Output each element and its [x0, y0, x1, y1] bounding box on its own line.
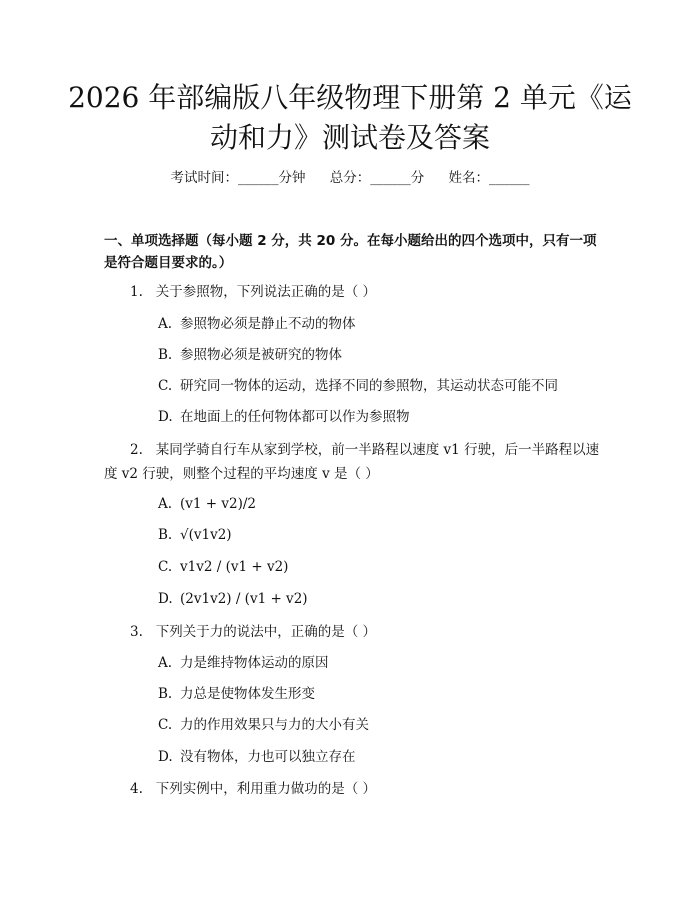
question-number: 2.	[130, 442, 143, 458]
option-2c: C. v1v2 / (v1 + v2)	[158, 559, 289, 575]
option-3b: B. 力总是使物体发生形变	[158, 686, 315, 702]
exam-score: 总分：______分	[329, 170, 425, 186]
option-1d: D. 在地面上的任何物体都可以作为参照物	[158, 409, 410, 425]
question-3	[104, 620, 602, 644]
question-number: 4.	[130, 781, 143, 797]
page-title	[60, 78, 640, 158]
question-text: 下列关于力的说法中，正确的是（ ）	[155, 624, 377, 640]
option-2d: D. (2v1v2) / (v1 + v2)	[158, 591, 308, 607]
exam-time: 考试时间：______分钟	[170, 170, 306, 186]
question-4	[104, 777, 602, 801]
student-name: 姓名：______	[448, 170, 530, 186]
title-line-2: 动和力》测试卷及答案	[209, 121, 490, 154]
question-1	[104, 280, 602, 304]
question-2	[104, 438, 602, 486]
option-1a: A. 参照物必须是静止不动的物体	[158, 316, 356, 332]
option-1b: B. 参照物必须是被研究的物体	[158, 347, 342, 363]
section-heading: 一、单项选择题（每小题 2 分，共 20 分。在每小题给出的四个选项中，只有一项是符合题目要求的。）	[104, 233, 597, 271]
option-3d: D. 没有物体，力也可以独立存在	[158, 749, 356, 765]
option-3a: A. 力是维持物体运动的原因	[158, 655, 329, 671]
title-line-1: 2026 年部编版八年级物理下册第 2 单元《运	[68, 81, 632, 114]
option-3c: C. 力的作用效果只与力的大小有关	[158, 717, 369, 733]
exam-meta	[0, 168, 700, 188]
question-text: 某同学骑自行车从家到学校，前一半路程以速度 v1 行驶，后一半路程以速度 v2 行驶，则整个过程的平均速度 v 是（ ）	[104, 442, 600, 482]
question-number: 3.	[130, 624, 143, 640]
question-text: 关于参照物，下列说法正确的是（ ）	[155, 284, 377, 300]
question-text: 下列实例中，利用重力做功的是（ ）	[155, 781, 377, 797]
option-1c: C. 研究同一物体的运动，选择不同的参照物，其运动状态可能不同	[158, 378, 558, 394]
option-2b: B. √(v1v2)	[158, 527, 232, 543]
question-number: 1.	[130, 284, 143, 300]
option-2a: A. (v1 + v2)/2	[158, 496, 256, 512]
